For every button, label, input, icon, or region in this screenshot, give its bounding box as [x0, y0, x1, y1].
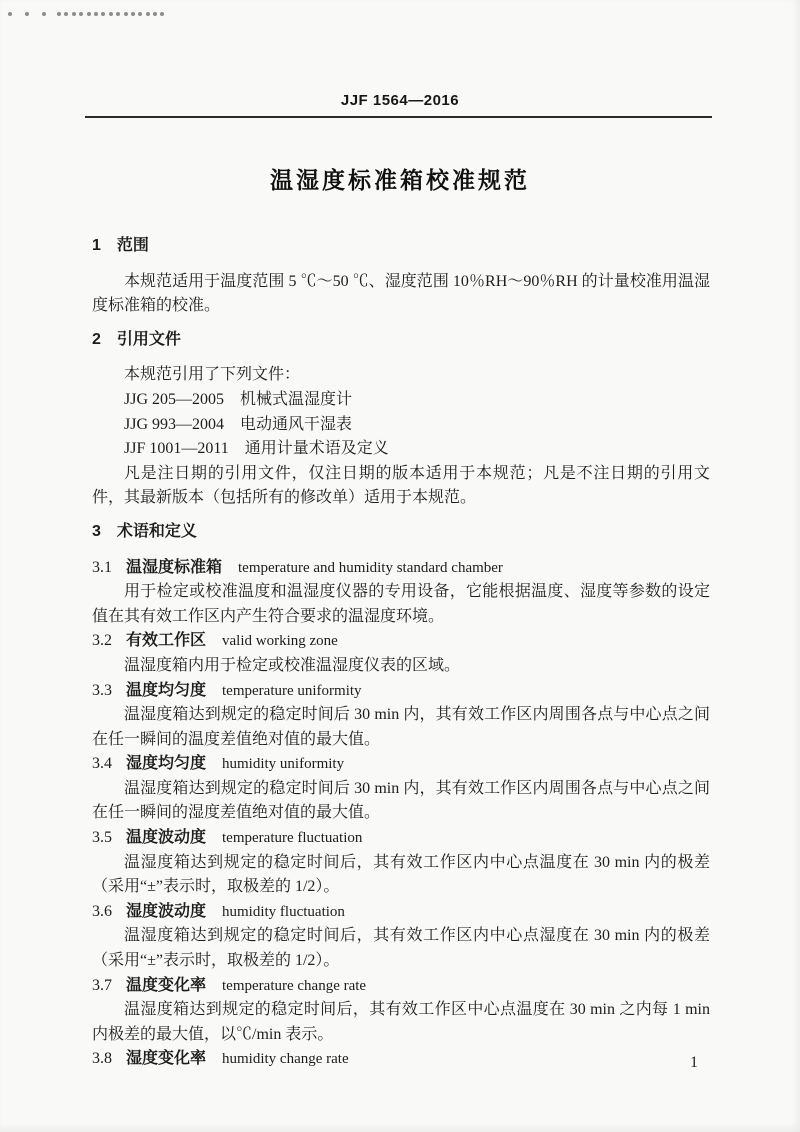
section-heading: 2 引用文件 — [92, 330, 181, 348]
binding-dot — [153, 12, 157, 16]
page-number: 1 — [690, 1054, 698, 1071]
document-body — [92, 225, 710, 1072]
term-name-zh: 有效工作区 — [126, 632, 207, 650]
term-name-en: valid working zone — [222, 633, 338, 650]
body-paragraph: 本规范适用于温度范围 5 ℃～50 ℃、湿度范围 10％RH～90％RH 的计量校准用温湿度标准箱的校准。 — [92, 272, 710, 315]
term-name-zh: 温度波动度 — [126, 829, 207, 847]
body-paragraph: 用于检定或校准温度和温湿度仪器的专用设备，它能根据温度、湿度等参数的设定值在其有效工作区内产生符合要求的温湿度环境。 — [92, 583, 710, 625]
term-name-en: temperature change rate — [222, 977, 367, 994]
binding-dot — [131, 12, 135, 16]
term-name-zh: 湿度变化率 — [126, 1050, 207, 1068]
term-number: 3.4 — [92, 755, 112, 773]
binding-dot — [57, 12, 61, 16]
term-name-en: temperature and humidity standard chamber — [238, 559, 503, 576]
term-definition-heading — [92, 974, 710, 999]
body-paragraph: 本规范引用了下列文件： — [124, 366, 301, 384]
binding-dot — [160, 12, 164, 16]
term-number: 3.2 — [92, 632, 112, 650]
term-number: 3.3 — [92, 681, 112, 699]
term-name-en: temperature uniformity — [222, 682, 362, 699]
term-number: 3.8 — [92, 1050, 112, 1068]
page-title: 温湿度标准箱校准规范 — [270, 167, 530, 194]
binding-dot-group-1 — [8, 12, 46, 16]
header-standard-code: JJF 1564—2016 — [340, 92, 460, 109]
header-rule — [85, 116, 712, 118]
term-name-en: humidity fluctuation — [222, 903, 345, 920]
body-paragraph: 温湿度箱达到规定的稳定时间后，其有效工作区中心点温度在 30 min 之内每 1 min 内极差的最大值，以℃/min 表示。 — [92, 1001, 710, 1043]
binding-dot — [42, 12, 46, 16]
term-number: 3.6 — [92, 902, 112, 920]
section-heading: 1 范围 — [92, 237, 149, 254]
term-definition-heading — [92, 752, 710, 777]
binding-dot — [8, 12, 12, 16]
binding-dot — [146, 12, 150, 16]
binding-dot — [138, 12, 142, 16]
term-name-zh: 温湿度标准箱 — [126, 558, 223, 576]
term-name-zh: 温度变化率 — [126, 976, 207, 994]
term-definition-heading — [92, 826, 710, 851]
term-number: 3.1 — [92, 558, 112, 576]
term-name-zh: 湿度波动度 — [126, 902, 207, 920]
binding-dot-group-2 — [57, 12, 164, 16]
binding-dot — [64, 12, 68, 16]
term-name-en: humidity change rate — [222, 1051, 349, 1068]
binding-dot — [124, 12, 128, 16]
body-paragraph: 温湿度箱达到规定的稳定时间后 30 min 内，其有效工作区内周围各点与中心点之间在任一瞬间的湿度差值绝对值的最大值。 — [92, 779, 710, 822]
binding-dot — [101, 12, 105, 16]
reference-item: JJG 993—2004 电动通风干湿表 — [124, 415, 353, 433]
term-name-en: humidity uniformity — [222, 756, 345, 773]
term-definition-heading — [92, 900, 710, 925]
binding-dot — [116, 12, 120, 16]
section-heading: 3 术语和定义 — [92, 522, 197, 540]
binding-dot — [109, 12, 113, 16]
body-paragraph: 温湿度箱达到规定的稳定时间后，其有效工作区内中心点温度在 30 min 内的极差（采用“±”表示时，取极差的 1/2）。 — [92, 853, 710, 896]
term-definition-heading — [92, 556, 710, 581]
term-name-en: temperature fluctuation — [222, 830, 363, 847]
term-name-zh: 温度均匀度 — [126, 681, 207, 699]
body-paragraph: 凡是注日期的引用文件，仅注日期的版本适用于本规范；凡是不注日期的引用文件，其最新版本（包括所有的修改单）适用于本规范。 — [92, 464, 710, 507]
body-paragraph: 温湿度箱达到规定的稳定时间后，其有效工作区内中心点湿度在 30 min 内的极差（采用“±”表示时，取极差的 1/2）。 — [92, 927, 710, 970]
binding-dot — [79, 12, 83, 16]
binding-dot — [94, 12, 98, 16]
term-name-zh: 湿度均匀度 — [126, 755, 207, 773]
body-paragraph: 温湿度箱内用于检定或校准温湿度仪表的区域。 — [124, 656, 461, 674]
term-definition-heading — [92, 629, 710, 654]
binding-dot — [72, 12, 76, 16]
term-number: 3.7 — [92, 976, 112, 994]
body-paragraph: 温湿度箱达到规定的稳定时间后 30 min 内，其有效工作区内周围各点与中心点之间在任一瞬间的温度差值绝对值的最大值。 — [92, 706, 710, 748]
term-definition-heading — [92, 1047, 710, 1072]
binding-dots — [8, 12, 164, 16]
binding-dot — [87, 12, 91, 16]
reference-item: JJG 205—2005 机械式温湿度计 — [124, 390, 353, 408]
term-definition-heading — [92, 679, 710, 704]
term-number: 3.5 — [92, 829, 112, 847]
reference-item: JJF 1001—2011 通用计量术语及定义 — [124, 440, 389, 458]
binding-dot — [25, 12, 29, 16]
